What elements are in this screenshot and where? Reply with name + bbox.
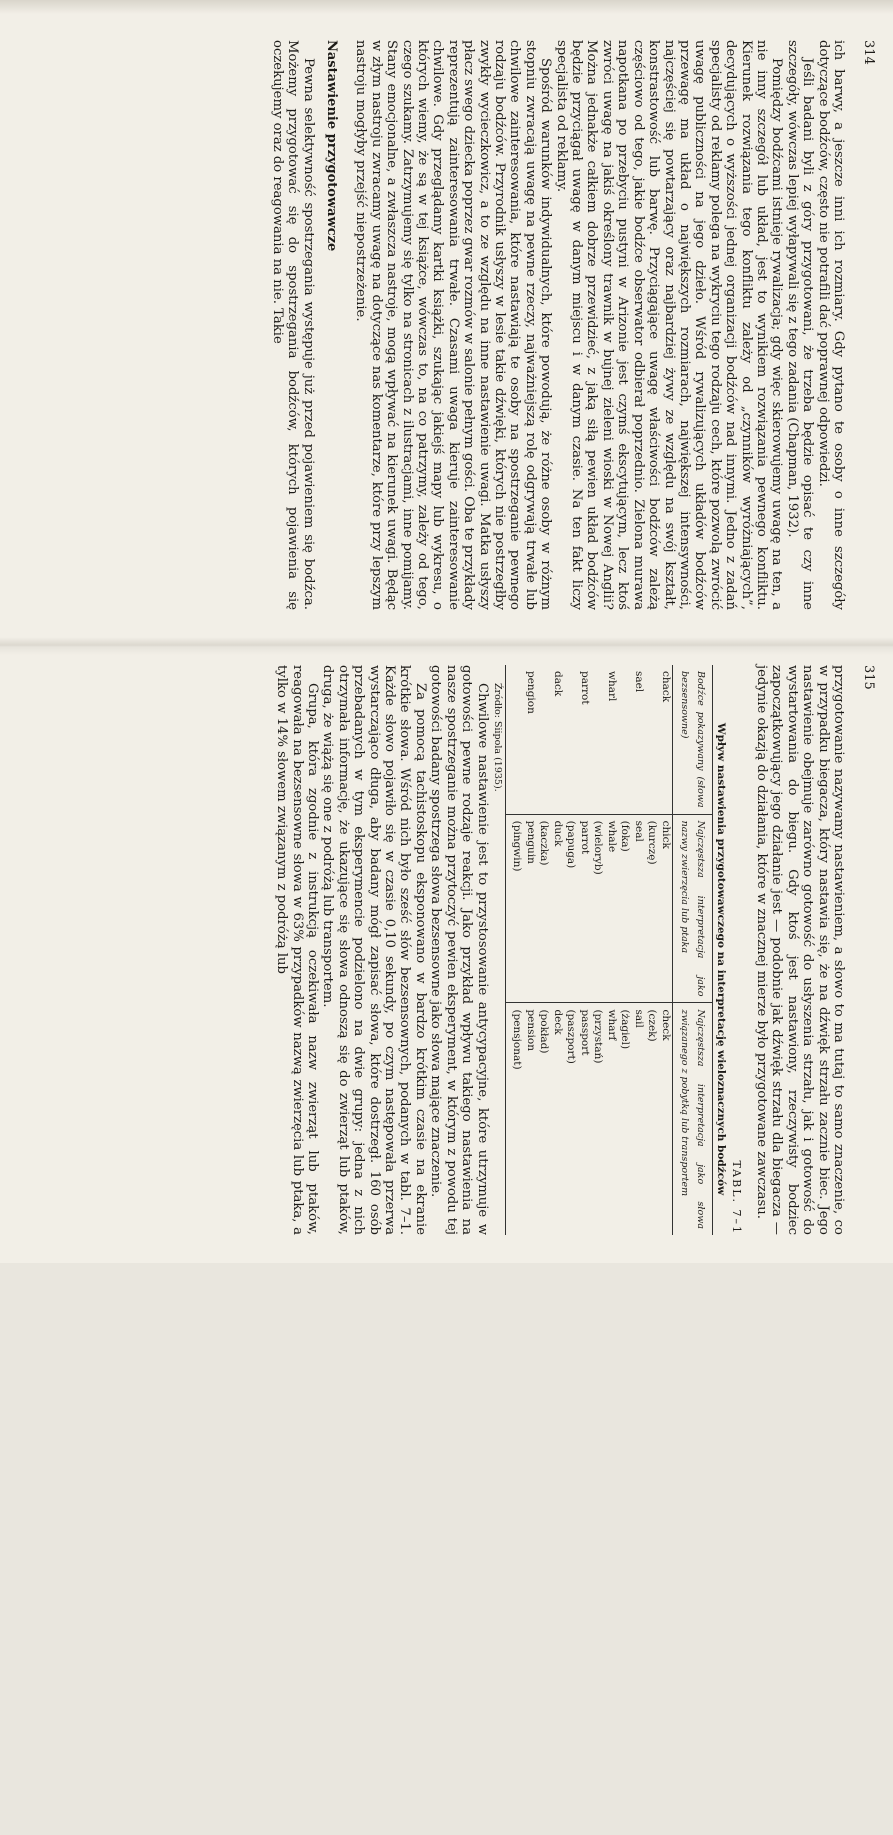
table-row	[658, 665, 672, 1235]
table-cell: penguin	[523, 814, 537, 1003]
table-cell: check	[658, 1003, 672, 1235]
paragraph: Jeśli badani byli z góry przygotowani, że trzeba będzie opisać te czy inne szczegóły, wówczas lepiej wyłapywali się z tego zadania (Chapman, 1932).	[784, 40, 816, 610]
table-cell: (czek)	[645, 1003, 659, 1235]
table-cell	[645, 665, 659, 814]
table-cell: (paszport)	[564, 1003, 578, 1235]
table-cell: (pensjonat)	[505, 1003, 523, 1235]
table-cell: (foka)	[618, 814, 632, 1003]
paragraph: przygotowanie nazywamy nastawieniem, a słowo to ma tutaj to samo znaczenie, co w przypadku biegacza, który nastawia się, że na dźwięk strzału zacznie biec. Jego nastawienie obejmuje zarówno gotowość do usłyszenia strzału, jak i gotowość do wystartowania do biegu. Gdy ktoś jest nastawiony, rzeczywisty bodziec zapoczątkowujący jego działanie jest — podobnie jak dźwięk strzału dla biegacza — jedynie okazją do działania, które w znacznej mierze było przygotowane zawczasu.	[753, 665, 846, 1235]
table-header: Najczęstsza interpretacja jako nazwy zwierzęcia lub ptaka	[672, 814, 712, 1003]
table-cell: (żagiel)	[618, 1003, 632, 1235]
table-source: Źródło: Siipola (1935).	[491, 683, 503, 792]
table-cell: (wieloryb)	[591, 814, 605, 1003]
table-cell: parrot	[577, 814, 591, 1003]
table-cell: parrot	[578, 671, 591, 705]
table-cell: deck	[550, 1003, 564, 1235]
page-315-text	[274, 665, 846, 1235]
page-number: 314	[861, 40, 876, 65]
table-label: TABL. 7–1	[729, 1160, 743, 1235]
table-cell: wharl	[605, 671, 618, 702]
table-cell: dack	[551, 671, 564, 697]
table-row	[577, 665, 591, 1235]
table-body	[505, 665, 672, 1235]
table-cell: (pingwin)	[505, 814, 523, 1003]
paragraph: Spośród warunków indywidualnych, które powodują, że różne osoby w różnym stopniu zwracają uwagę na pewne rzeczy, najważniejszą rolę odgrywają trwałe lub chwilowe zainteresowania, które nastawiają te osoby na spostrzeganie pewnego rodzaju bodźców. Przyrodnik usłyszy w lesie takie dźwięki, których nie postrzegłby zwykły wycieczkowicz, a to ze względu na inne nastawienie uwagi. Matka usłyszy płacz swego dziecka poprzez gwar rozmów w salonie pełnym gości. Oba te przykłady reprezentują zainteresowania trwałe. Czasami uwaga kieruje zainteresowanie chwilowe. Gdy przeglądamy kartki książki, szukając jakiejś mapy lub wykresu, o których wiemy, że są w tej książce, wówczas to, na co patrzymy, zależy od tego, czego szukamy. Zatrzymujemy się tylko na stronicach z ilustracjami, inne pomijamy. Stany emocjonalne, a zwłaszcza nastroje, mogą wpływać na kierunek uwagi. Będąc w złym nastroju zwracamy uwagę na dotyczące nas komentarze, które przy lepszym nastroju mogłyby przejść niepostrzeżenie.	[353, 40, 554, 610]
paragraph: ich barwy, a jeszcze inni ich rozmiary. Gdy pytano te osoby o inne szczegóły dotyczące bodźców, często nie potrafili dać poprawnej odpowiedzi.	[815, 40, 846, 610]
table-cell: (przystań)	[591, 1003, 605, 1235]
table-row	[505, 665, 523, 1235]
table-cell: (kaczka)	[537, 814, 551, 1003]
table-cell: sail	[631, 1003, 645, 1235]
section-heading: Nastawienie przygotowawcze	[324, 40, 339, 252]
table-cell: chack	[659, 671, 672, 703]
table-row	[604, 665, 618, 1235]
table-cell	[591, 665, 605, 814]
table-header: Bodźce pokazywany (słowa bezsensowne)	[672, 665, 712, 814]
table-row	[564, 665, 578, 1235]
page-314-text	[269, 40, 846, 610]
table-cell: seal	[631, 814, 645, 1003]
table-cell: pension	[523, 1003, 537, 1235]
table	[505, 665, 713, 1235]
table-row	[591, 665, 605, 1235]
paragraph: Za pomocą tachistoskopu eksponowano w bardzo krótkim czasie na ekranie krótkie słowa. Wśród nich było sześć słów bezsensownych, podanych w tabl. 7–1. Każde słowo pojawiło się w czasie 0,10 sekundy, po czym następowała przerwa wystarczająco długa, aby badany mógł zapisać słowa, które dostrzegł. 160 osób przebadanych w tym eksperymencie podzielono na dwie grupy: jedna z nich otrzymała informację, że ukazujące się słowa odnoszą się do zwierząt lub ptaków, druga, że wiążą się one z podróżą lub transportem.	[320, 665, 428, 1235]
table-row	[618, 665, 632, 1235]
table-cell: sael	[632, 671, 645, 693]
table-row	[523, 665, 537, 1235]
table-cell: passport	[577, 1003, 591, 1235]
table-cell	[618, 665, 632, 814]
table-cell: whale	[604, 814, 618, 1003]
table-caption: Wpływ nastawienia przygotowawczego na interpretację wieloznacznych bodźców	[715, 722, 728, 1196]
paragraph: Pomiędzy bodźcami istnieje rywalizacja; gdy więc skierowujemy uwagę na ten, a nie inny szczegół lub układ, jest to wynikiem rozwiązania pewnego konfliktu. Kierunek rozwiązania tego konfliktu zależy od „czynników wyróżniających”, decydujących o wyższości jednej organizacji bodźców nad innymi. Jedno z zadań specjalisty od reklamy polega na wykryciu tego rodzaju cech, które pozwolą zwrócić uwagę publiczności na jego dzieło. Wśród rywalizujących układów bodźców przewagę ma układ o największych rozmiarach, największej intensywności, najczęściej się powtarzający oraz najbardziej żywy ze względu na swój kształt, konstrastowość lub barwę. Przyciągające uwagę właściwości bodźców zależą częściowo od tego, jakie bodźce obserwator odbierał poprzednio. Zielona murawa napotkana po przebyciu pustyni w Arizonie jest czymś ekscytującym, lecz ktoś zwróci uwagę na jakiś określony trawnik w bujnej zieleni wioski w Nowej Anglii? Można jednakże całkiem dobrze przewidzieć, z jaką siłą pewien układ bodźców będzie przyciągał uwagę w danym miejscu i w danym czasie. Na ten fakt liczy specjalista od reklamy.	[553, 40, 785, 610]
table-cell: pengion	[524, 671, 537, 714]
scan-top-edge	[0, 0, 893, 14]
table-row	[645, 665, 659, 1235]
table-cell	[564, 665, 578, 814]
table-header: Najczęstsza interpretacja jako słowa związanego z pobytką lub transportem	[672, 1003, 712, 1235]
table-row	[550, 665, 564, 1235]
table-cell: (pokład)	[537, 1003, 551, 1235]
paragraph: Grupa, która zgodnie z instrukcją oczekiwała nazw zwierząt lub ptaków, reagowała na bezsensowne słowa w 63% przypadków nazwą zwierzęcia lub ptaka, a tylko w 14% słowem związanym z podróżą lub	[274, 665, 321, 1235]
table-cell: chick	[658, 814, 672, 1003]
table-row	[537, 665, 551, 1235]
table-cell: (papuga)	[564, 814, 578, 1003]
table-cell: duck	[550, 814, 564, 1003]
table-cell: (kurczę)	[645, 814, 659, 1003]
paragraph: Chwilowe nastawienie jest to przystosowanie antycypacyjne, które utrzymuje w gotowości pewne rodzaje reakcji. Jako przykład wpływu takiego nastawienia na nasze spostrzeganie można przytoczyć pewien eksperyment, w którym z powodu tej gotowości badany spostrzega słowa bezsensowne jako słowa mające znaczenie.	[428, 665, 490, 1235]
table-row	[631, 665, 645, 1235]
table-cell	[505, 665, 523, 814]
table-cell: wharf	[604, 1003, 618, 1235]
page-315	[246, 665, 876, 1835]
paragraph: Pewna selektywność spostrzegania występuje już przed pojawieniem się bodźca. Możemy przygotować się do spostrzegania bodźców, których pojawienia się oczekujemy oraz do reagowania na nie. Takie	[269, 40, 316, 610]
page-number: 315	[861, 665, 876, 690]
table-cell	[537, 665, 551, 814]
